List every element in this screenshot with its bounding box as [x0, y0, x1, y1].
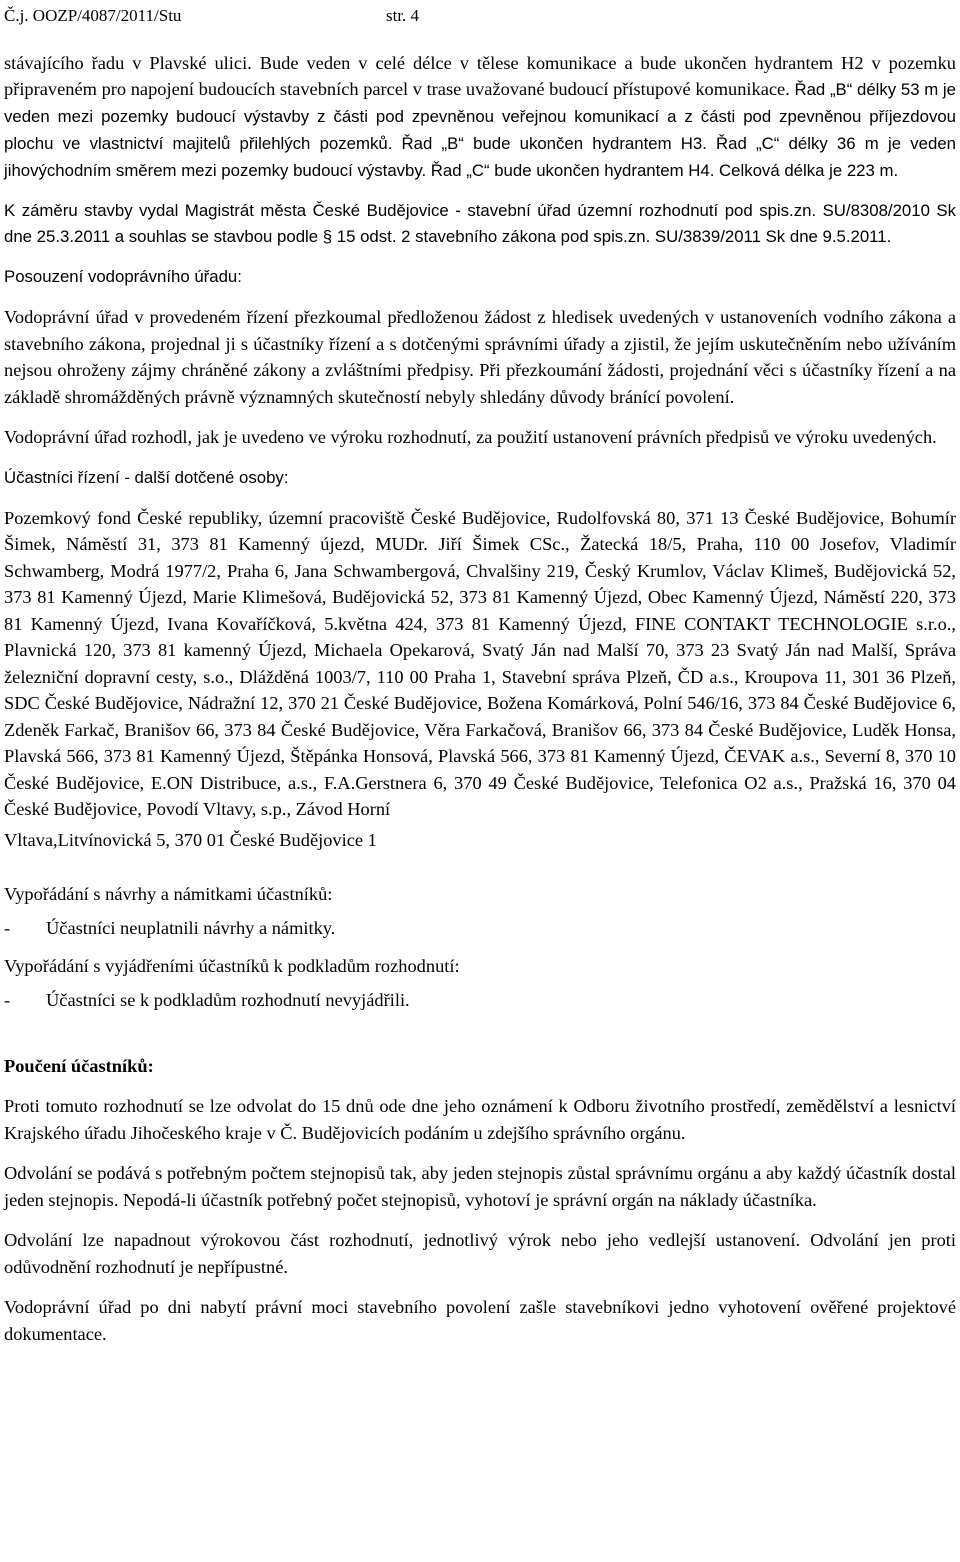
paragraph-participants-list: Pozemkový fond České republiky, územní pracoviště České Budějovice, Rudolfovská 80, 371 13 České Budějovice, Bohumír Šimek, Náměstí 31, 373 81 Kamenný újezd, MUDr. Jiří Šimek CSc., Žatecká 18/5, Praha, 110 00 Josefov, Vladimír Schwamberg, Modrá 1977/2, Praha 6, Jana Schwambergová, Chvalšiny 219, Český Krumlov, Václav Klimeš, Budějovická 52, 373 81 Kamenný Újezd, Marie Klimešová, Budějovická 52, 373 81 Kamenný Újezd, Obec Kamenný Újezd, Náměstí 220, 373 81 Kamenný Újezd, Ivana Kovaříčková, 5.května 424, 373 81 Kamenný Újezd, FINE CONTAKT TECHNOLOGIE s.r.o., Plavnická 120, 373 81 kamenný Újezd, Michaela Opekarová, Svatý Ján nad Malší 70, 373 23 Svatý Ján nad Malší, Správa železniční dopravní cesty, s.o., Dlážděná 1003/7, 110 00 Praha 1, Stavební správa Plzeň, ČD a.s., Kroupova 11, 301 36 Plzeň, SDC České Budějovice, Nádražní 12, 370 21 České Budějovice, Božena Komárková, Polní 546/16, 373 84 České Budějovice 6, Zdeněk Farkač, Branišov 66, 373 84 České Budějovice, Věra Farkačová, Branišov 66, 373 84 České Budějovice, Luděk Honsa, Plavská 566, 373 81 Kamenný Újezd, Štěpánka Honsová, Plavská 566, 373 81 Kamenný Újezd, ČEVAK a.s., Severní 8, 370 10 České Budějovice, E.ON Distribuce, a.s., F.A.Gerstnera 6, 370 49 České Budějovice, Telefonica O2 a.s., Pražská 16, 370 04 České Budějovice, Povodí Vltavy, s.p., Závod Horní	[4, 507, 956, 819]
section-heading-objections: Vypořádání s návrhy a námitkami účastníků:	[4, 884, 333, 904]
page-header	[4, 2, 956, 32]
document-body	[4, 50, 956, 1347]
list-item-text: Účastníci neuplatnili návrhy a námitky.	[46, 918, 336, 938]
paragraph-participants-last-line: Vltava,Litvínovická 5, 370 01 České Budějovice 1	[4, 829, 377, 850]
list-dash: -	[4, 918, 11, 938]
paragraph-appeal-scope: Odvolání lze napadnout výrokovou část rozhodnutí, jednotlivý výrok nebo jeho vedlejší ustanovení. Odvolání jen proti odůvodnění rozhodnutí je nepřípustné.	[4, 1230, 956, 1277]
section-heading-instruction: Poučení účastníků:	[4, 1056, 154, 1076]
list-item	[4, 987, 956, 1013]
paragraph-appeal: Proti tomuto rozhodnutí se lze odvolat do 15 dnů ode dne jeho oznámení k Odboru životního prostředí, zemědělství a lesnictví Krajského úřadu Jihočeského kraje v Č. Budějovicích podáním u zdejšího správního orgánu.	[4, 1096, 956, 1143]
list-item	[4, 915, 956, 941]
paragraph-appeal-copies: Odvolání se podává s potřebným počtem stejnopisů tak, aby jeden stejnopis zůstal správnímu orgánu a aby každý účastník dostal jeden stejnopis. Nepodá-li účastník potřebný počet stejnopisů, vyhotoví je správní orgán na náklady účastníka.	[4, 1163, 956, 1210]
list-item-text: Účastníci se k podkladům rozhodnutí nevyjádřili.	[46, 990, 410, 1010]
paragraph-text: Řad „B“ bude ukončen hydrantem H3.	[401, 134, 707, 153]
list-dash: -	[4, 990, 11, 1010]
paragraph-decision-basis: Vodoprávní úřad rozhodl, jak je uvedeno ve výroku rozhodnutí, za použití ustanovení právních předpisů ve výroku uvedených.	[4, 427, 937, 447]
paragraph-documentation: Vodoprávní úřad po dni nabytí právní moci stavebního povolení zašle stavebníkovi jedno vyhotovení ověřené projektové dokumentace.	[4, 1297, 956, 1344]
paragraph-text: Řad „B“ délky 53 m je veden mezi pozemky budoucí výstavby z části pod zpevněnou veřejnou komunikací a z části pod zpevněnou příjezdovou plochu ve vlastnictví majitelů přilehlých pozemků.	[4, 80, 956, 153]
paragraph-zoning-decision: K záměru stavby vydal Magistrát města České Budějovice - stavební úřad územní rozhodnutí pod spis.zn. SU/8308/2010 Sk dne 25.3.2011 a souhlas se stavbou podle § 15 odst. 2 stavebního zákona pod spis.zn. SU/3839/2011 Sk dne 9.5.2011.	[4, 201, 956, 246]
section-heading-statements: Vypořádání s vyjádřeními účastníků k podkladům rozhodnutí:	[4, 956, 460, 976]
page-number: str. 4	[386, 6, 420, 25]
paragraph-assessment: Vodoprávní úřad v provedeném řízení přezkoumal předloženou žádost z hledisek uvedených v ustanoveních vodního zákona a stavebního zákona, projednal ji s účastníky řízení a s dotčenými správními úřady a zjistil, že jejím uskutečněním nebo užíváním nejsou ohroženy zájmy chráněné zákony a zvláštními předpisy. Při přezkoumání žádosti, projednání věci s účastníky řízení a na základě shromážděných právně významných skutečností nebyly shledány důvody bránící povolení.	[4, 307, 956, 407]
reference-number: Č.j. OOZP/4087/2011/Stu	[4, 6, 182, 25]
paragraph-text: Řad „C“ délky 36 m je veden jihovýchodním směrem mezi pozemky budoucí výstavby.	[4, 134, 956, 180]
paragraph-water-main-description	[4, 50, 956, 184]
section-heading-participants: Účastníci řízení - další dotčené osoby:	[4, 467, 289, 487]
section-heading-assessment: Posouzení vodoprávního úřadu:	[4, 267, 242, 286]
paragraph-text: stávajícího řadu v Plavské ulici. Bude veden v celé délce v tělese komunikace a bude ukončen hydrantem H2 v pozemku připraveném pro napojení budoucích stavebních parcel v trase uvažované budoucí přístupové komunikace.	[4, 53, 956, 99]
paragraph-text: Řad „C“ bude ukončen hydrantem H4. Celková délka je 223 m.	[430, 161, 899, 180]
